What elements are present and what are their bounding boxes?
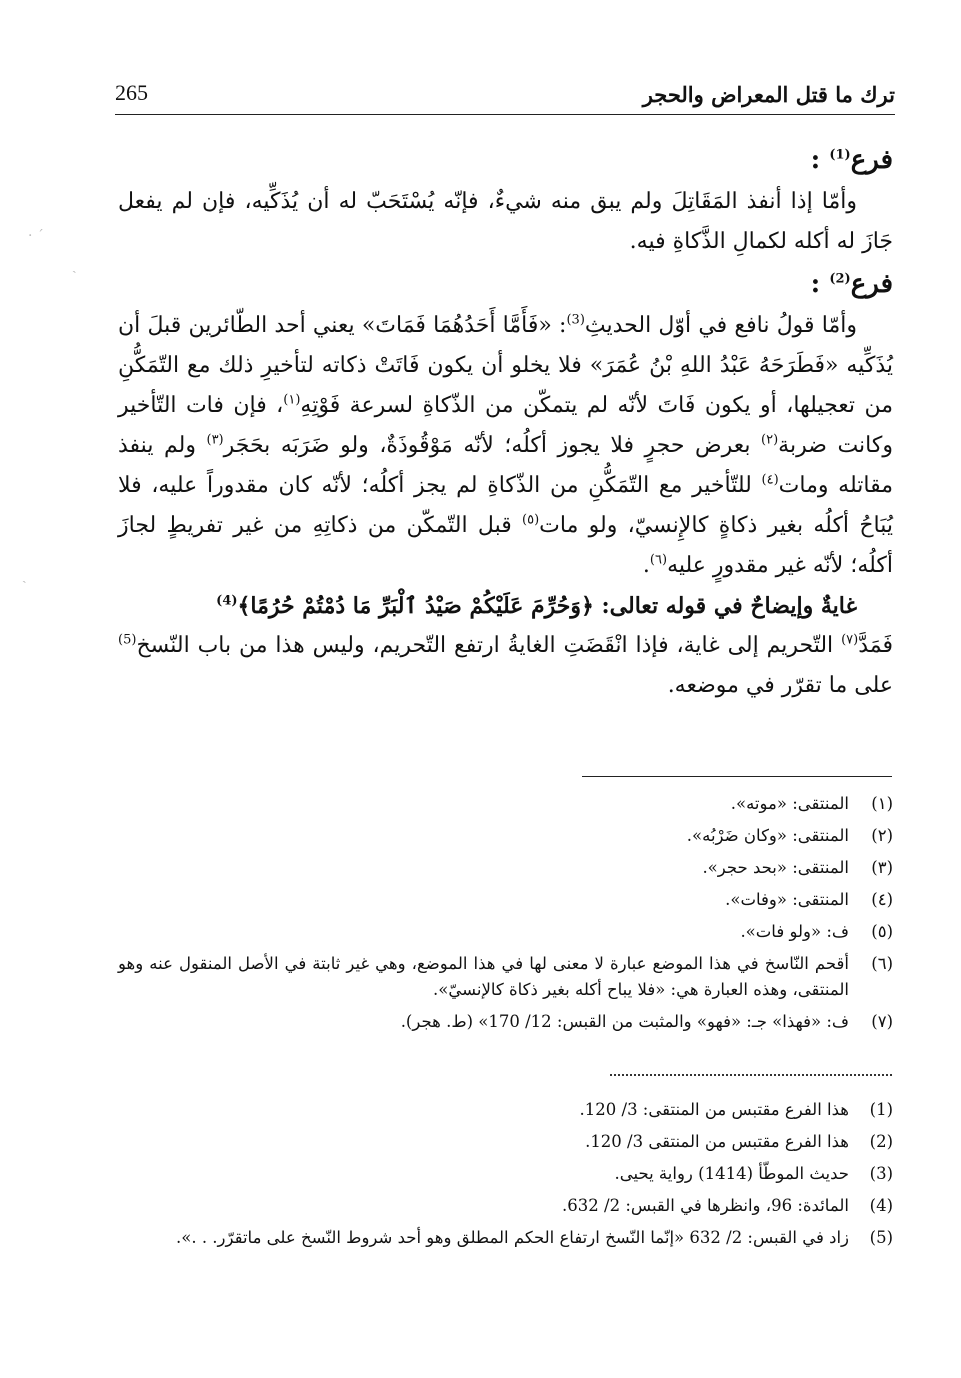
footnotes-editor [118, 788, 893, 1038]
footnote-item: (١) المنتقى: «موته». [730, 794, 893, 813]
scan-speck: ˎ [72, 258, 77, 274]
footnote-item: (٣) المنتقى: «بحد حجر». [702, 858, 893, 877]
footnote-ref: (٦) [649, 552, 668, 568]
running-title: ترك ما قتل المعراض والحجر [642, 82, 895, 107]
paragraph-ghaya-body: فَمَدَّ$^{(٧)}$ التّحريم إلى غاية، فإذا انْقَضَتِ الغايةُ ارتفع التّحريم، وليس هذا من باب النّسخ$^{(5)}$ على ما تقرّر في موضعه. [118, 632, 893, 698]
footnote-item: (3) حديث الموطّأ (1414) رواية يحيى. [614, 1164, 893, 1183]
header-rule [115, 114, 895, 115]
paragraph-far2: وأمّا قولُ نافع في أوّل الحديثِ$^{(3)}$: «فَأَمَّا أَحَدُهُمَا فَمَاتَ» يعني أحد الطّائرين قبلَ أن يُذَكِّيه «فَطَرَحَهُ عَبْدُ اللهِ بْنُ عُمَرَ» فلا يخلو أن يكون فَاتَتْ ذكاته لتأخيرِ ذلك مع التّمَكُّنِ من تعجيلها، أو يكون فَاتَ لأنّه لم يتمكّن من الذّكاةِ لسرعة فَوْتِهِ$^{(١)}$، فإن فات التّأخير وكانت ضربة$^{(٢)}$ بعرض حجرٍ فلا يجوز أكلُه؛ لأنّه مَوْقُوذَةٌ، ولو ضَرَبَه بحَجَر$^{(٣)}$ ولم ينفذ مقاتله ومات$^{(٤)}$ للتّأخير مع التّمَكُّنِ من الذّكاةِ لم يجز أكلُه؛ لأنّه كان مقدوراً عليه، فلا يُبَاحُ أكلُه بغير ذكاةٍ كالإِنسيّ، ولو مات$^{(٥)}$ قبل التّمكّن من ذكاتِهِ من غير تفريطٍ لجازَ أكلُه؛ لأنّه غير مقدورٍ عليه$^{(٦)}$. [118, 312, 894, 578]
footnote-item: (2) هذا الفرع مقتبس من المنتقى 3/ 120. [585, 1132, 893, 1151]
footnote-item: (٧) ف: «فهذا» جـ: «فهو» والمثبت من القبس: 12/ 170» (ط. هجر). [400, 1012, 893, 1031]
footnote-item: (٢) المنتقى: «وكان ضَرْبُه». [686, 826, 893, 845]
footnote-ref: (5) [118, 632, 137, 648]
footnote-ref: (٣) [206, 432, 224, 448]
footnote-ref: (2) [829, 271, 851, 287]
footnote-ref: (4) [216, 593, 238, 609]
footnote-ref: (3) [566, 312, 585, 328]
footnote-ref: (1) [829, 147, 851, 163]
section-heading-far1: فرع$^{(1)}$ : [810, 145, 893, 175]
footnote-ref: (٥) [522, 512, 540, 528]
footnote-item: (٦) أقحم النّاسخ في هذا الموضع عبارة لا معنى لها في هذا الموضع، وهي غير ثابتة في الأصل المنقول عنه وهو المنتقى، وهذه العبارة هي: «فلا يباح أكله بغير ذكاة كالإنسيّ». [118, 954, 893, 999]
paragraph-ghaya-heading: غايةٌ وإيضاحٌ في قوله تعالى: ﴿وَحُرِّمَ عَلَيْكُمْ صَيْدُ ٱلْبَرِّ مَا دُمْتُمْ حُرُمًا﴾$^{(4)}$ [216, 593, 857, 619]
footnote-item: (4) المائدة: 96، وانظرها في القبس: 2/ 632. [562, 1196, 893, 1215]
scan-speck: · ˊ [28, 228, 44, 244]
footnote-item: (5) زاد في القبس: 2/ 632 «إنّما النّسخ ارتفاع الحكم المطلق وهو أحد شروط النّسخ على ماتقرّر. . .». [175, 1228, 893, 1247]
section-heading-far2: فرع$^{(2)}$ : [810, 269, 893, 299]
scan-speck: ˏ [22, 568, 27, 584]
footnote-separator [582, 776, 892, 777]
paragraph-far1: وأمّا إذا أنفذ المَقَاتِلَ ولم يبق منه شيءٌ، فإنّه يُسْتَحَبّ له أن يُذَكِّيه، فإن لم يفعل جَازَ له أكله لكمالِ الذَّكاةِ فيه. [118, 189, 893, 254]
main-text [118, 138, 893, 706]
footnote-ref: (٢) [761, 432, 779, 448]
footnote-item: (٤) المنتقى: «وفات». [725, 890, 893, 909]
footnote-separator-dotted [610, 1074, 892, 1076]
footnote-item: (٥) ف: «ولو فات». [740, 922, 893, 941]
footnote-ref: (٧) [841, 632, 859, 648]
page-number: 265 [115, 80, 148, 105]
footnote-item: (1) هذا الفرع مقتبس من المنتقى: 3/ 120. [579, 1100, 893, 1119]
footnotes-source [118, 1094, 893, 1254]
page-header [115, 78, 895, 114]
footnote-ref: (١) [283, 392, 301, 408]
footnote-ref: (٤) [761, 472, 779, 488]
